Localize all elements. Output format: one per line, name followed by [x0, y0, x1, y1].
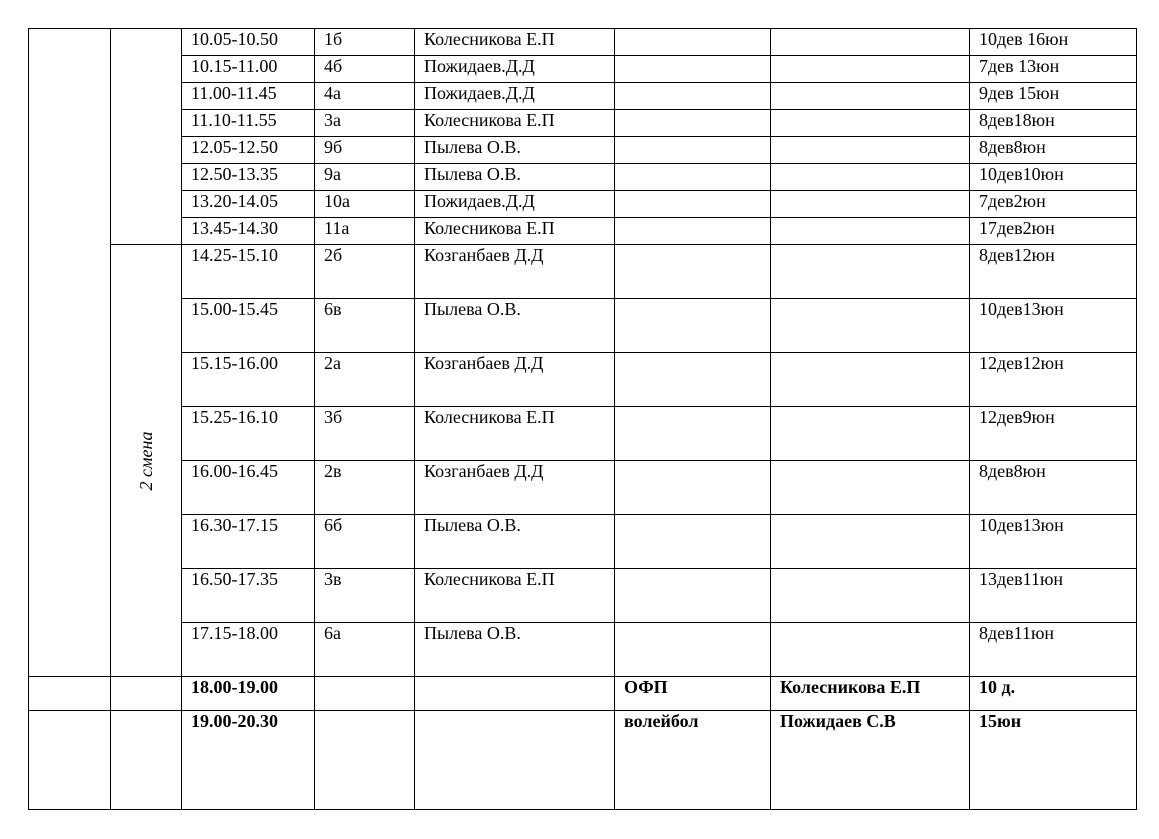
- activity-cell: [615, 191, 771, 218]
- table-row: [29, 623, 1137, 677]
- table-row: [29, 29, 1137, 56]
- teacher-cell: Колесникова Е.П: [415, 29, 615, 56]
- activity-cell: [615, 56, 771, 83]
- students-cell: 8дев11юн: [970, 623, 1137, 677]
- class-cell: 2а: [315, 353, 415, 407]
- activity-cell: ОФП: [615, 677, 771, 711]
- teacher-cell: Колесникова Е.П: [415, 218, 615, 245]
- students-cell: 12дев12юн: [970, 353, 1137, 407]
- students-cell: 10дев13юн: [970, 515, 1137, 569]
- margin-cell: [29, 677, 111, 711]
- schedule-table: [28, 28, 1137, 810]
- leader-cell: [771, 407, 970, 461]
- teacher-cell: [415, 711, 615, 810]
- students-cell: 9дев 15юн: [970, 83, 1137, 110]
- margin-cell: [29, 711, 111, 810]
- table-row: [29, 569, 1137, 623]
- activity-cell: [615, 29, 771, 56]
- activity-cell: [615, 110, 771, 137]
- teacher-cell: Козганбаев Д.Д: [415, 245, 615, 299]
- table-row: [29, 461, 1137, 515]
- students-cell: 17дев2юн: [970, 218, 1137, 245]
- activity-cell: [615, 164, 771, 191]
- teacher-cell: Пожидаев.Д.Д: [415, 83, 615, 110]
- activity-cell: [615, 218, 771, 245]
- time-cell: 10.15-11.00: [182, 56, 315, 83]
- students-cell: 8дев18юн: [970, 110, 1137, 137]
- teacher-cell: Пылева О.В.: [415, 164, 615, 191]
- activity-cell: [615, 353, 771, 407]
- class-cell: 9а: [315, 164, 415, 191]
- class-cell: 2б: [315, 245, 415, 299]
- time-cell: 15.15-16.00: [182, 353, 315, 407]
- activity-cell: [615, 407, 771, 461]
- leader-cell: [771, 245, 970, 299]
- students-cell: 10дев 16юн: [970, 29, 1137, 56]
- time-cell: 15.00-15.45: [182, 299, 315, 353]
- class-cell: 4а: [315, 83, 415, 110]
- leader-cell: [771, 623, 970, 677]
- class-cell: 6в: [315, 299, 415, 353]
- time-cell: 13.45-14.30: [182, 218, 315, 245]
- time-cell: 11.00-11.45: [182, 83, 315, 110]
- leader-cell: [771, 569, 970, 623]
- leader-cell: [771, 56, 970, 83]
- leader-cell: [771, 83, 970, 110]
- time-cell: 17.15-18.00: [182, 623, 315, 677]
- table-row: [29, 218, 1137, 245]
- table-row: [29, 56, 1137, 83]
- shift-2-cell: [111, 245, 182, 677]
- leader-cell: [771, 218, 970, 245]
- class-cell: 3а: [315, 110, 415, 137]
- time-cell: 19.00-20.30: [182, 711, 315, 810]
- activity-cell: [615, 569, 771, 623]
- shift-2-label: 2 смена: [136, 431, 156, 490]
- class-cell: 9б: [315, 137, 415, 164]
- teacher-cell: Козганбаев Д.Д: [415, 353, 615, 407]
- class-cell: 1б: [315, 29, 415, 56]
- table-row: [29, 164, 1137, 191]
- shift-cell: [111, 677, 182, 711]
- leader-cell: [771, 515, 970, 569]
- class-cell: 3б: [315, 407, 415, 461]
- class-cell: [315, 711, 415, 810]
- students-cell: 15юн: [970, 711, 1137, 810]
- students-cell: 10дев10юн: [970, 164, 1137, 191]
- table-row: [29, 299, 1137, 353]
- leader-cell: Колесникова Е.П: [771, 677, 970, 711]
- leader-cell: [771, 461, 970, 515]
- time-cell: 10.05-10.50: [182, 29, 315, 56]
- table-row: [29, 191, 1137, 218]
- activity-cell: [615, 137, 771, 164]
- activity-cell: [615, 299, 771, 353]
- activity-cell: волейбол: [615, 711, 771, 810]
- leader-cell: [771, 110, 970, 137]
- table-row: [29, 245, 1137, 299]
- class-cell: 6а: [315, 623, 415, 677]
- table-row: [29, 515, 1137, 569]
- time-cell: 13.20-14.05: [182, 191, 315, 218]
- teacher-cell: Пожидаев.Д.Д: [415, 191, 615, 218]
- teacher-cell: Пылева О.В.: [415, 299, 615, 353]
- class-cell: 3в: [315, 569, 415, 623]
- time-cell: 14.25-15.10: [182, 245, 315, 299]
- teacher-cell: Колесникова Е.П: [415, 110, 615, 137]
- shift-cell: [111, 711, 182, 810]
- class-cell: 6б: [315, 515, 415, 569]
- table-row: [29, 110, 1137, 137]
- leader-cell: [771, 191, 970, 218]
- activity-cell: [615, 515, 771, 569]
- table-row: [29, 711, 1137, 810]
- table-row: [29, 407, 1137, 461]
- students-cell: 7дев 13юн: [970, 56, 1137, 83]
- teacher-cell: Пылева О.В.: [415, 137, 615, 164]
- class-cell: 2в: [315, 461, 415, 515]
- leader-cell: [771, 299, 970, 353]
- students-cell: 10 д.: [970, 677, 1137, 711]
- teacher-cell: Пылева О.В.: [415, 623, 615, 677]
- class-cell: 4б: [315, 56, 415, 83]
- teacher-cell: [415, 677, 615, 711]
- time-cell: 11.10-11.55: [182, 110, 315, 137]
- table-row: [29, 137, 1137, 164]
- time-cell: 16.50-17.35: [182, 569, 315, 623]
- table-row: [29, 83, 1137, 110]
- students-cell: 13дев11юн: [970, 569, 1137, 623]
- activity-cell: [615, 461, 771, 515]
- activity-cell: [615, 245, 771, 299]
- table-row: [29, 677, 1137, 711]
- teacher-cell: Пожидаев.Д.Д: [415, 56, 615, 83]
- students-cell: 8дев8юн: [970, 137, 1137, 164]
- students-cell: 8дев8юн: [970, 461, 1137, 515]
- students-cell: 12дев9юн: [970, 407, 1137, 461]
- teacher-cell: Колесникова Е.П: [415, 569, 615, 623]
- leader-cell: [771, 137, 970, 164]
- class-cell: 11а: [315, 218, 415, 245]
- time-cell: 16.00-16.45: [182, 461, 315, 515]
- time-cell: 16.30-17.15: [182, 515, 315, 569]
- teacher-cell: Козганбаев Д.Д: [415, 461, 615, 515]
- leader-cell: [771, 353, 970, 407]
- leader-cell: Пожидаев С.В: [771, 711, 970, 810]
- activity-cell: [615, 83, 771, 110]
- students-cell: 8дев12юн: [970, 245, 1137, 299]
- margin-cell: [29, 29, 111, 677]
- students-cell: 7дев2юн: [970, 191, 1137, 218]
- class-cell: [315, 677, 415, 711]
- students-cell: 10дев13юн: [970, 299, 1137, 353]
- teacher-cell: Пылева О.В.: [415, 515, 615, 569]
- table-row: [29, 353, 1137, 407]
- teacher-cell: Колесникова Е.П: [415, 407, 615, 461]
- time-cell: 12.50-13.35: [182, 164, 315, 191]
- leader-cell: [771, 29, 970, 56]
- shift-1-cell: [111, 29, 182, 245]
- activity-cell: [615, 623, 771, 677]
- time-cell: 12.05-12.50: [182, 137, 315, 164]
- leader-cell: [771, 164, 970, 191]
- time-cell: 15.25-16.10: [182, 407, 315, 461]
- class-cell: 10а: [315, 191, 415, 218]
- time-cell: 18.00-19.00: [182, 677, 315, 711]
